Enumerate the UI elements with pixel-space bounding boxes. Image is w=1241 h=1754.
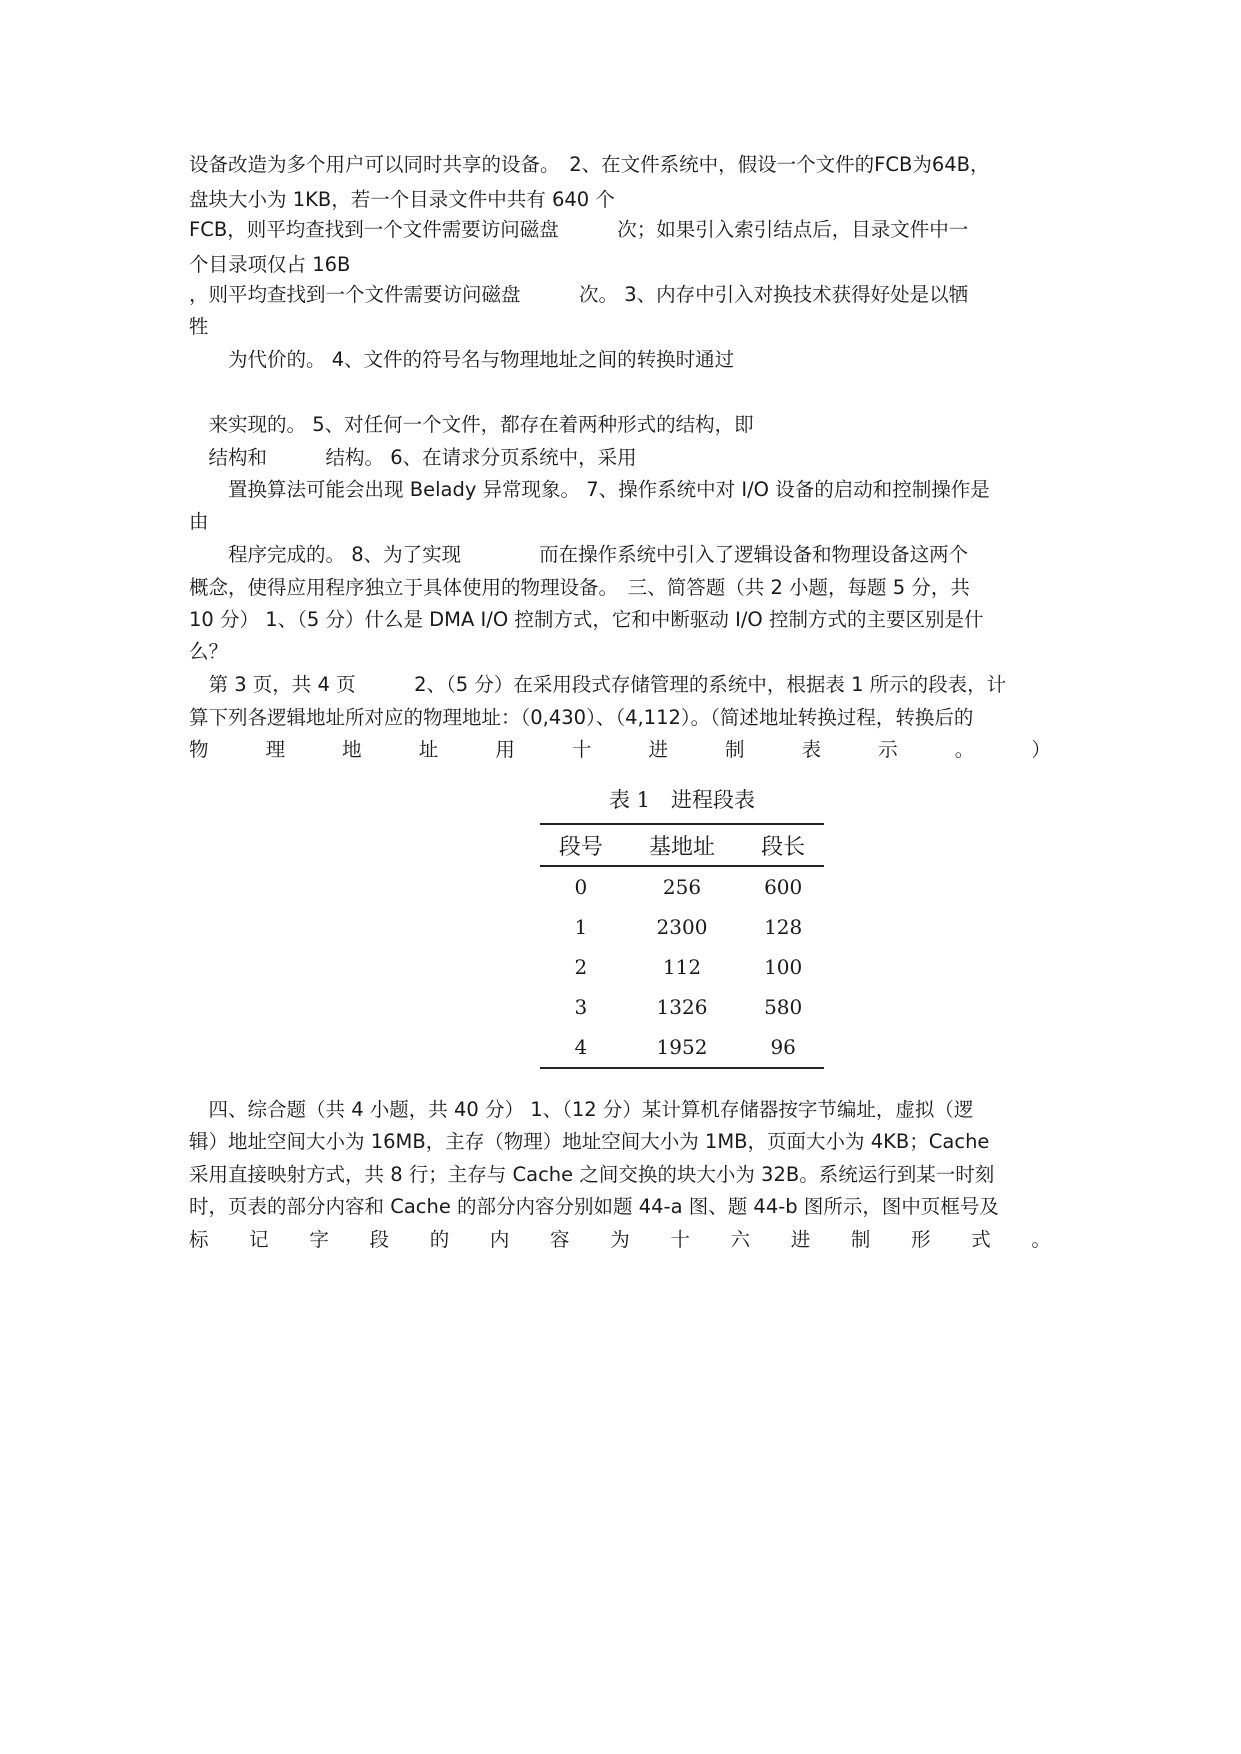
table-caption: 表 1 进程段表: [608, 788, 756, 812]
char: 地: [342, 738, 362, 761]
cell-segment-no: 3: [574, 995, 588, 1019]
text-line-22: 时，页表的部分内容和 Cache 的部分内容分别如题 44-a 图、题 44-b 图所示，图中页框号及: [189, 1195, 999, 1218]
cell-base-address: 256: [662, 875, 702, 899]
cell-segment-no: 1: [574, 915, 588, 939]
segment-table-block: [540, 785, 824, 1069]
text-line-18-justified: [189, 735, 1051, 765]
text-line-3: FCB，则平均查找到一个文件需要访问磁盘 次；如果引入索引结点后，目录文件中一: [189, 218, 969, 241]
text-line-2: 盘块大小为 1KB，若一个目录文件中共有 640 个: [189, 188, 615, 211]
char: 容: [550, 1228, 570, 1251]
text-line-17: 算下列各逻辑地址所对应的物理地址：（0,430）、（4,112）。（简述地址转换过程，转换后的: [189, 706, 974, 729]
segment-table: [540, 823, 824, 1069]
char: 为: [610, 1228, 630, 1251]
text-line-19: 四、综合题（共 4 小题，共 40 分） 1、（12 分）某计算机存储器按字节编址，虚拟（逻: [189, 1098, 974, 1121]
cell-segment-length: 96: [742, 1027, 824, 1068]
char: 的: [429, 1228, 450, 1251]
header-segment-no: 段号: [540, 824, 622, 866]
cell-base-address: 112: [662, 955, 702, 979]
text-line-20: 辑）地址空间大小为 16MB，主存（物理）地址空间大小为 1MB，页面大小为 4KB；Cache: [189, 1130, 990, 1153]
char: 内: [489, 1228, 510, 1251]
cell-base-address: 2300: [656, 915, 708, 939]
text-line-23-justified: [189, 1225, 1051, 1255]
text-line-15: 么？: [189, 640, 229, 663]
cell-segment-length: 580: [764, 995, 803, 1019]
char: 式: [971, 1228, 991, 1251]
cell-segment-no: 2: [574, 955, 588, 979]
char: 标: [189, 1228, 209, 1251]
cell-base-address: 1952: [622, 1027, 743, 1068]
char: 进: [790, 1228, 811, 1251]
text-line-13: 概念，使得应用程序独立于具体使用的物理设备。 三、简答题（共 2 小题，每题 5 分，共: [189, 576, 970, 599]
char: 进: [648, 738, 668, 761]
table-row: [540, 907, 824, 947]
text-line-1: 设备改造为多个用户可以同时共享的设备。 2、在文件系统中，假设一个文件的FCB为64B，: [189, 153, 990, 176]
char: 理: [265, 738, 286, 761]
text-line-10: 置换算法可能会出现 Belady 异常现象。 7、操作系统中对 I/O 设备的启动和控制操作是: [189, 478, 990, 501]
char: 表: [801, 738, 822, 761]
text-line-14: 10 分） 1、（5 分）什么是 DMA I/O 控制方式，它和中断驱动 I/O 控制方式的主要区别是什: [189, 608, 984, 631]
cell-segment-length: 128: [764, 915, 803, 939]
text-line-4: 个目录项仅占 16B: [189, 253, 351, 276]
char: 制: [850, 1228, 871, 1251]
text-line-6: 牲: [189, 315, 209, 338]
cell-segment-no: 4: [540, 1027, 622, 1068]
cell-segment-length: 600: [764, 875, 803, 899]
char: 形: [911, 1228, 931, 1251]
table-header-row: [540, 824, 824, 866]
cell-base-address: 1326: [656, 995, 708, 1019]
text-line-7: 为代价的。 4、文件的符号名与物理地址之间的转换时通过: [189, 348, 735, 371]
char: 。: [1031, 1228, 1051, 1251]
char: 十: [670, 1228, 690, 1251]
char: 字: [309, 1228, 329, 1251]
header-segment-length: 段长: [742, 824, 824, 866]
char: 记: [249, 1228, 269, 1251]
char: 址: [418, 738, 439, 761]
table-row: [540, 1027, 824, 1068]
char: 六: [730, 1228, 751, 1251]
text-line-8: 来实现的。 5、对任何一个文件，都存在着两种形式的结构，即: [189, 413, 754, 436]
header-base-address: 基地址: [622, 824, 743, 866]
char: 用: [495, 738, 515, 761]
char: 十: [571, 738, 592, 761]
cell-segment-no: 0: [574, 875, 588, 899]
text-line-12: 程序完成的。 8、为了实现 而在操作系统中引入了逻辑设备和物理设备这两个: [189, 543, 969, 566]
cell-segment-length: 100: [764, 955, 803, 979]
char: 。: [954, 738, 975, 761]
char: 制: [725, 738, 745, 761]
text-line-16: 第 3 页，共 4 页 2、（5 分）在采用段式存储管理的系统中，根据表 1 所示的段表，计: [189, 673, 1007, 696]
text-line-11: 由: [189, 510, 209, 533]
text-line-5: ，则平均查找到一个文件需要访问磁盘 次。 3、内存中引入对换技术获得好处是以牺: [189, 283, 969, 306]
table-row: [540, 947, 824, 987]
char: 物: [189, 738, 209, 761]
char: ）: [1031, 738, 1051, 761]
char: 示: [878, 738, 898, 761]
text-line-21: 采用直接映射方式，共 8 行；主存与 Cache 之间交换的块大小为 32B。系统运行到某一时刻: [189, 1163, 995, 1186]
text-line-9: 结构和 结构。 6、在请求分页系统中，采用: [189, 446, 637, 469]
table-row: [540, 866, 824, 907]
table-row: [540, 987, 824, 1027]
char: 段: [369, 1228, 390, 1251]
